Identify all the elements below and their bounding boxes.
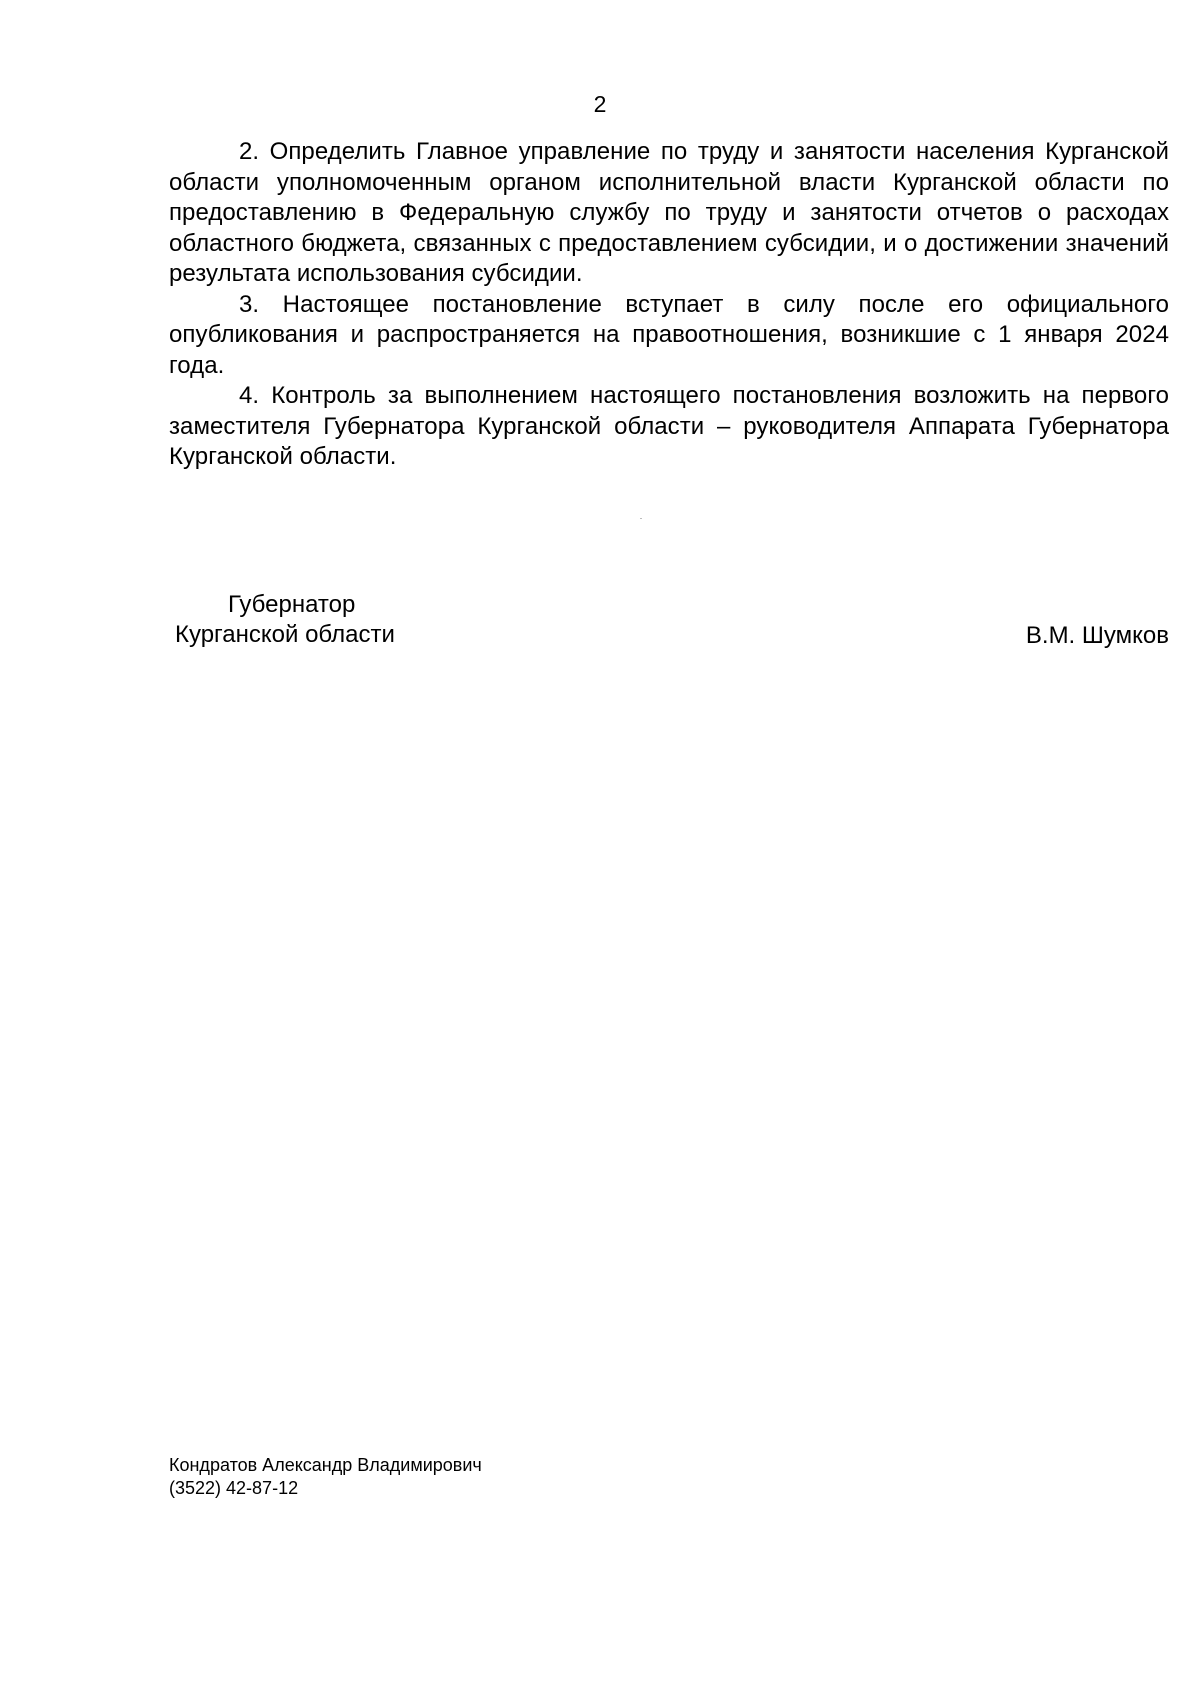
signatory-name: В.М. Шумков xyxy=(1025,622,1169,649)
page-number: 2 xyxy=(593,91,607,117)
paragraph-item-3: 3. Настоящее постановление вступает в силу после его официального опубликования и распространяется на правоотношения, возникшие с 1 января 2024 года. xyxy=(169,290,1169,379)
executor-contact xyxy=(169,1454,482,1500)
signatory-position-line2: Курганской области xyxy=(175,621,395,648)
paragraph-item-4: 4. Контроль за выполнением настоящего постановления возложить на первого заместителя Губернатора Курганской области – руководителя Аппарата Губернатора Курганской области. xyxy=(169,382,1169,470)
document-body xyxy=(169,137,1169,473)
executor-name: Кондратов Александр Владимирович xyxy=(169,1455,482,1475)
signatory-position-line1: Губернатор xyxy=(228,591,356,618)
executor-phone: (3522) 42-87-12 xyxy=(169,1478,299,1498)
paragraph-item-2: 2. Определить Главное управление по труду и занятости населения Курганской области уполномоченным органом исполнительной власти Курганской области по предоставлению в Федеральную службу по труду и занятости отчетов о расходах областного бюджета, связанных с предоставлением субсидии, и о достижении значений результата использования субсидии. xyxy=(169,138,1169,287)
signatory-position xyxy=(175,590,395,650)
scan-artifact xyxy=(640,518,642,519)
